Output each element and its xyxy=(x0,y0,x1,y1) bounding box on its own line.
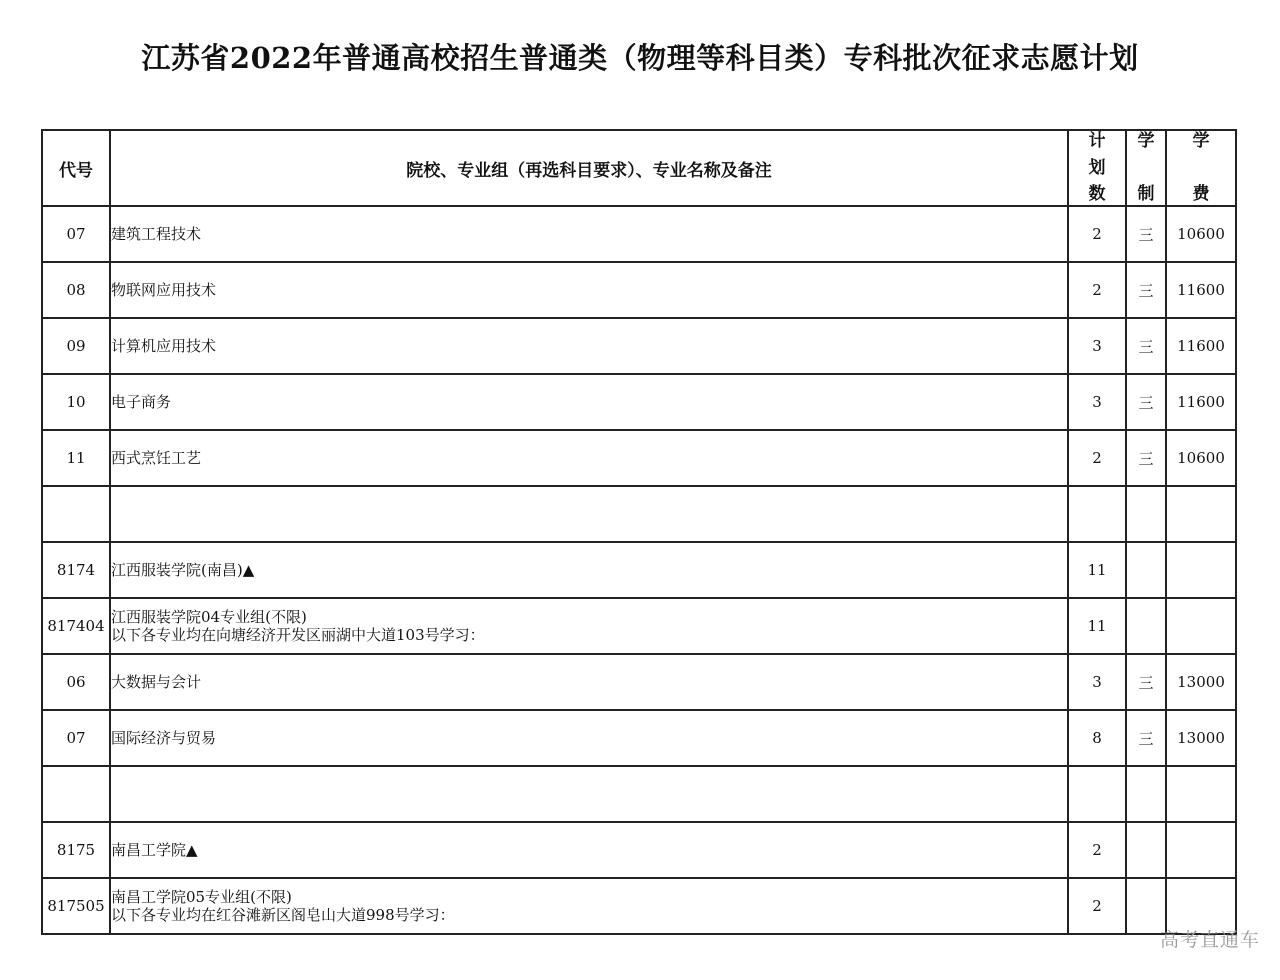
row-num: 2 xyxy=(1068,430,1126,486)
header-num-char: 数 xyxy=(1088,184,1106,204)
plan-table xyxy=(41,129,1237,935)
row-fee: 10600 xyxy=(1166,206,1236,262)
row-name xyxy=(110,710,1068,766)
row-code: 07 xyxy=(42,206,110,262)
row-num: 3 xyxy=(1068,374,1126,430)
row-sys: 三 xyxy=(1126,710,1166,766)
row-name xyxy=(110,486,1068,542)
watermark: 高考直通车 xyxy=(1159,929,1260,951)
row-num: 11 xyxy=(1068,542,1126,598)
row-sys: 三 xyxy=(1126,262,1166,318)
row-name-text: 南昌工学院▲ xyxy=(111,841,198,859)
row-name-text: 大数据与会计 xyxy=(111,673,202,691)
row-num: 2 xyxy=(1068,262,1126,318)
row-sys: 三 xyxy=(1126,318,1166,374)
header-sys-char: 学 xyxy=(1137,131,1155,151)
row-num: 2 xyxy=(1068,878,1126,934)
table-row xyxy=(42,598,1236,654)
row-sys xyxy=(1126,598,1166,654)
row-name-text: 江西服装学院(南昌)▲ xyxy=(111,561,255,579)
row-name-text: 物联网应用技术 xyxy=(111,281,217,299)
row-fee xyxy=(1166,822,1236,878)
row-name-text: 西式烹饪工艺 xyxy=(111,449,202,467)
row-name xyxy=(110,206,1068,262)
page-title: 江苏省2022年普通高校招生普通类（物理等科目类）专科批次征求志愿计划 xyxy=(141,41,1139,75)
row-sys xyxy=(1126,542,1166,598)
row-fee: 11600 xyxy=(1166,318,1236,374)
table-row xyxy=(42,262,1236,318)
header-num-char: 划 xyxy=(1088,157,1106,178)
row-name xyxy=(110,262,1068,318)
table-row xyxy=(42,486,1236,542)
row-num xyxy=(1068,766,1126,822)
row-fee xyxy=(1166,486,1236,542)
row-code: 8175 xyxy=(42,822,110,878)
row-sys xyxy=(1126,486,1166,542)
table-header-row xyxy=(42,130,1236,206)
header-sys-char: 制 xyxy=(1137,184,1155,204)
table-row xyxy=(42,374,1236,430)
row-num xyxy=(1068,486,1126,542)
row-name-text: 江西服装学院04专业组(不限) xyxy=(111,608,307,626)
row-num: 2 xyxy=(1068,822,1126,878)
row-fee: 13000 xyxy=(1166,710,1236,766)
row-code: 11 xyxy=(42,430,110,486)
row-num: 11 xyxy=(1068,598,1126,654)
table-row xyxy=(42,430,1236,486)
header-fee xyxy=(1166,130,1236,206)
row-name xyxy=(110,430,1068,486)
header-num xyxy=(1068,130,1126,206)
header-name: 院校、专业组（再选科目要求）、专业名称及备注 xyxy=(110,130,1068,206)
row-code: 8174 xyxy=(42,542,110,598)
row-sys: 三 xyxy=(1126,206,1166,262)
row-code: 09 xyxy=(42,318,110,374)
table-row xyxy=(42,878,1236,934)
row-name xyxy=(110,598,1068,654)
row-num: 2 xyxy=(1068,206,1126,262)
table-row xyxy=(42,766,1236,822)
row-sys: 三 xyxy=(1126,430,1166,486)
row-num: 3 xyxy=(1068,318,1126,374)
row-name xyxy=(110,654,1068,710)
row-note-text: 以下各专业均在红谷滩新区阁皂山大道998号学习： xyxy=(111,906,455,924)
table-row xyxy=(42,710,1236,766)
row-fee: 13000 xyxy=(1166,654,1236,710)
row-fee: 11600 xyxy=(1166,374,1236,430)
row-code: 10 xyxy=(42,374,110,430)
row-code xyxy=(42,766,110,822)
table-row xyxy=(42,654,1236,710)
row-name-text: 计算机应用技术 xyxy=(111,337,217,355)
header-num-char: 计 xyxy=(1088,131,1106,151)
table-row xyxy=(42,542,1236,598)
row-name-text: 南昌工学院05专业组(不限) xyxy=(111,888,292,906)
row-fee xyxy=(1166,598,1236,654)
row-name xyxy=(110,542,1068,598)
row-name-text: 国际经济与贸易 xyxy=(111,729,217,747)
row-code: 817505 xyxy=(42,878,110,934)
row-fee xyxy=(1166,766,1236,822)
row-fee: 10600 xyxy=(1166,430,1236,486)
row-code: 08 xyxy=(42,262,110,318)
table-row xyxy=(42,206,1236,262)
row-name-text: 电子商务 xyxy=(111,393,172,411)
row-name xyxy=(110,878,1068,934)
header-code: 代号 xyxy=(42,130,110,206)
row-num: 3 xyxy=(1068,654,1126,710)
row-code: 07 xyxy=(42,710,110,766)
row-fee xyxy=(1166,542,1236,598)
header-sys xyxy=(1126,130,1166,206)
row-sys: 三 xyxy=(1126,374,1166,430)
row-sys xyxy=(1126,766,1166,822)
row-note-text: 以下各专业均在向塘经济开发区丽湖中大道103号学习： xyxy=(111,626,485,644)
header-fee-char: 费 xyxy=(1192,184,1210,204)
row-name xyxy=(110,766,1068,822)
row-name xyxy=(110,374,1068,430)
table-row xyxy=(42,318,1236,374)
row-name xyxy=(110,318,1068,374)
row-code xyxy=(42,486,110,542)
row-code: 817404 xyxy=(42,598,110,654)
row-name-text: 建筑工程技术 xyxy=(111,225,202,243)
row-sys xyxy=(1126,822,1166,878)
row-name xyxy=(110,822,1068,878)
header-fee-char: 学 xyxy=(1192,131,1210,151)
row-code: 06 xyxy=(42,654,110,710)
row-sys: 三 xyxy=(1126,654,1166,710)
row-num: 8 xyxy=(1068,710,1126,766)
row-fee: 11600 xyxy=(1166,262,1236,318)
table-row xyxy=(42,822,1236,878)
